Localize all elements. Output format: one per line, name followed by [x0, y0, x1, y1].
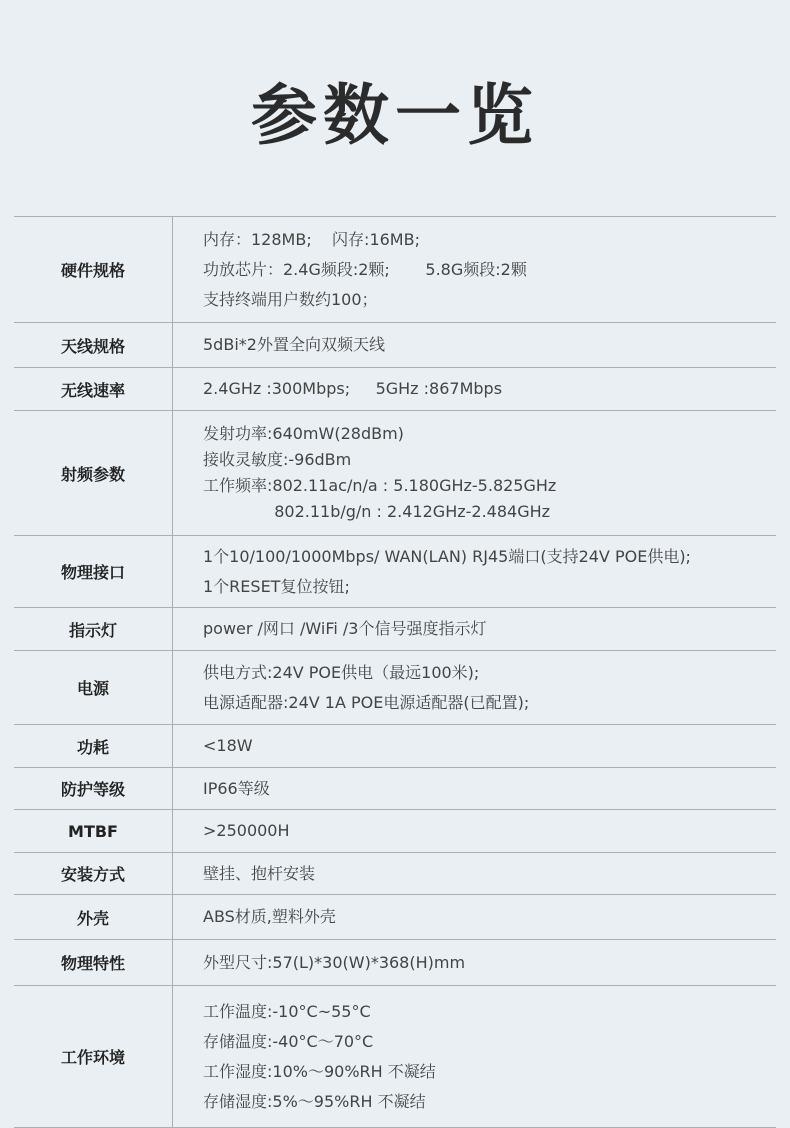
- spec-value: [173, 608, 777, 651]
- spec-value-line: 工作频率:802.11ac/n/a : 5.180GHz-5.825GHz: [203, 476, 557, 495]
- spec-row: [14, 853, 776, 895]
- spec-row: [14, 895, 776, 940]
- spec-value: [173, 768, 777, 810]
- spec-label: 物理特性: [14, 940, 173, 986]
- spec-label: 工作环境: [14, 986, 173, 1128]
- spec-value-line: ABS材质,塑料外壳: [203, 907, 336, 926]
- spec-value-line: 内存：128MB; 闪存:16MB;: [203, 229, 420, 249]
- spec-label: 电源: [14, 651, 173, 725]
- spec-label: 无线速率: [14, 368, 173, 411]
- spec-value-line: 支持终端用户数约100；: [203, 289, 378, 309]
- spec-row: [14, 986, 776, 1128]
- spec-value-line: power /网口 /WiFi /3个信号强度指示灯: [203, 619, 487, 638]
- spec-value-line: 外型尺寸:57(L)*30(W)*368(H)mm: [203, 952, 466, 972]
- spec-table: [14, 216, 776, 1128]
- spec-value-line: 1个10/100/1000Mbps/ WAN(LAN) RJ45端口(支持24V POE供电);: [203, 546, 691, 566]
- spec-label: 天线规格: [14, 323, 173, 368]
- spec-row: [14, 536, 776, 608]
- spec-value-line: 工作湿度:10%～90%RH 不凝结: [203, 1061, 436, 1081]
- spec-label: 硬件规格: [14, 217, 173, 323]
- page-title: 参数一览: [251, 77, 539, 154]
- spec-value: [173, 217, 777, 323]
- spec-value: [173, 651, 777, 725]
- spec-value-line: 发射功率:640mW(28dBm): [203, 424, 404, 443]
- spec-value-line: 工作温度:-10°C~55°C: [203, 1001, 371, 1021]
- spec-label: MTBF: [14, 810, 173, 853]
- spec-label: 防护等级: [14, 768, 173, 810]
- spec-value-line: 存储温度:-40°C～70°C: [203, 1031, 374, 1051]
- spec-row: [14, 323, 776, 368]
- spec-value-line: >250000H: [203, 821, 290, 840]
- spec-value-line: 功放芯片：2.4G频段:2颗; 5.8G频段:2颗: [203, 259, 527, 279]
- spec-value-line: <18W: [203, 736, 253, 755]
- spec-value: [173, 853, 777, 895]
- spec-row: [14, 768, 776, 810]
- spec-value-line: 接收灵敏度:-96dBm: [203, 450, 352, 469]
- spec-row: [14, 608, 776, 651]
- spec-value: [173, 323, 777, 368]
- spec-label: 指示灯: [14, 608, 173, 651]
- spec-value: [173, 940, 777, 986]
- spec-row: [14, 725, 776, 768]
- spec-label: 射频参数: [14, 411, 173, 536]
- spec-value-line: 电源适配器:24V 1A POE电源适配器(已配置);: [203, 692, 530, 712]
- spec-value: [173, 368, 777, 411]
- spec-value-line: 1个RESET复位按钮;: [203, 576, 350, 596]
- spec-value-line: 供电方式:24V POE供电（最远100米);: [203, 662, 480, 682]
- spec-label: 物理接口: [14, 536, 173, 608]
- spec-value: [173, 536, 777, 608]
- spec-value-line: IP66等级: [203, 778, 270, 798]
- spec-row: [14, 217, 776, 323]
- spec-value: [173, 986, 777, 1128]
- spec-value-line: 存储湿度:5%～95%RH 不凝结: [203, 1091, 426, 1111]
- spec-label: 安装方式: [14, 853, 173, 895]
- spec-value: [173, 411, 777, 536]
- spec-row: [14, 810, 776, 853]
- spec-row: [14, 368, 776, 411]
- spec-row: [14, 651, 776, 725]
- spec-value-line: 壁挂、抱杆安装: [203, 863, 316, 883]
- spec-value-line: 2.4GHz :300Mbps; 5GHz :867Mbps: [203, 379, 503, 398]
- spec-value-line: 5dBi*2外置全向双频天线: [203, 335, 385, 354]
- spec-row: [14, 411, 776, 536]
- spec-value-line: 802.11b/g/n : 2.412GHz-2.484GHz: [203, 502, 551, 521]
- spec-value: [173, 810, 777, 853]
- spec-label: 外壳: [14, 895, 173, 940]
- spec-label: 功耗: [14, 725, 173, 768]
- spec-value: [173, 725, 777, 768]
- spec-value: [173, 895, 777, 940]
- spec-row: [14, 940, 776, 986]
